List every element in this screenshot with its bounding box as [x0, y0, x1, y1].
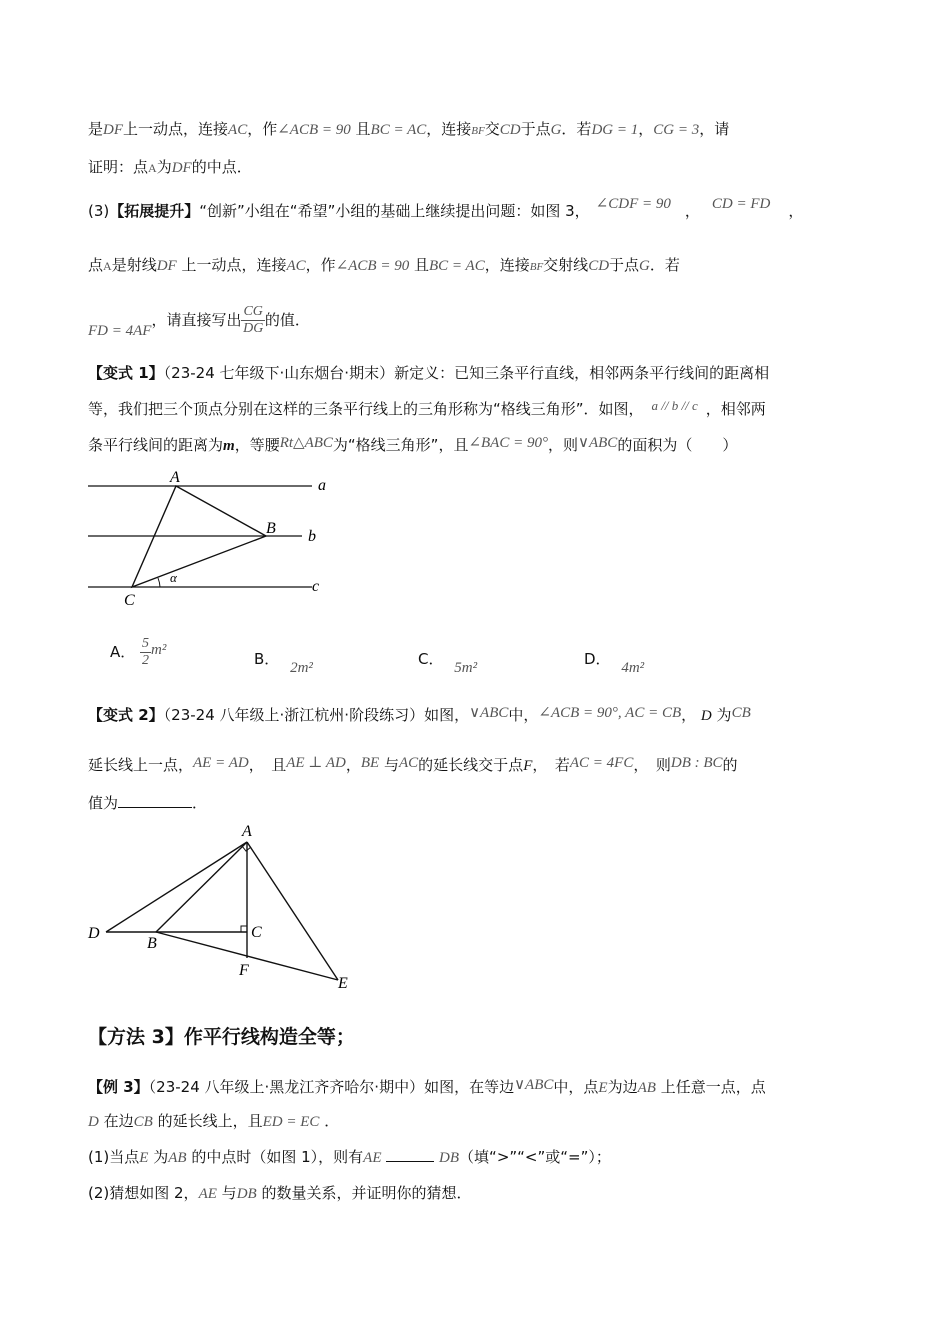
math: ∠CDF = 90	[595, 196, 671, 212]
text: 的延长线交于点	[418, 756, 524, 774]
option-letter: A．	[110, 643, 136, 661]
text: 上一动点，连接	[181, 256, 287, 274]
answer-blank[interactable]	[118, 793, 192, 808]
text: 等，我们把三个顶点分别在这样的三条平行线上的三角形称为“格线三角形”．如图，	[88, 400, 644, 418]
text: ，	[684, 202, 700, 220]
text: 是射线	[111, 256, 157, 274]
option-letter: B．	[254, 650, 280, 668]
math: Rt△ABC	[279, 435, 333, 451]
text: 上任意一点，点	[660, 1078, 766, 1096]
method3-heading: 【方法 3】作平行线构造全等；	[88, 1026, 355, 1048]
math: AE	[198, 1186, 217, 1202]
math: AC	[286, 258, 306, 274]
label-A: A	[242, 823, 252, 840]
text: 的中点．	[191, 158, 252, 176]
denominator: 2	[142, 653, 150, 668]
answer-blank[interactable]	[386, 1147, 434, 1162]
text: “创新”小组在“希望”小组的基础上继续提出问题：如图 3，	[199, 202, 590, 220]
math: DB : BC	[670, 755, 723, 771]
fraction-5-2	[140, 636, 151, 669]
text: 条平行线间的距离为	[88, 436, 224, 454]
fraction-cg-dg	[241, 304, 264, 337]
math: CB	[133, 1114, 153, 1130]
text: ．若	[561, 120, 592, 138]
math: ∨ABC	[469, 705, 509, 721]
label-B: B	[266, 520, 276, 537]
text: 证明：点	[88, 158, 149, 176]
math: BF	[471, 125, 485, 137]
math: CG = 3	[653, 122, 700, 138]
example-tag: 【例 3】	[88, 1078, 149, 1096]
math: DB	[439, 1150, 460, 1166]
label-B: B	[147, 935, 157, 952]
text: 为	[156, 158, 172, 176]
label-a: a	[318, 477, 326, 494]
label-C: C	[124, 592, 135, 609]
text: 中，	[508, 706, 539, 724]
math: BE	[360, 755, 380, 771]
text: 与	[221, 1184, 237, 1202]
v2-line1	[88, 704, 751, 727]
text: ．若	[649, 256, 680, 274]
right-angle-C	[241, 926, 247, 932]
text: ，等腰	[234, 436, 280, 454]
label-E: E	[338, 975, 348, 992]
text: (1)当点	[88, 1148, 140, 1166]
math: G	[550, 122, 562, 138]
text: ，	[638, 120, 654, 138]
p3-line1	[88, 196, 804, 223]
option-c[interactable]	[418, 648, 478, 676]
variant-tag: 【变式 1】	[88, 364, 164, 382]
text: 的值．	[264, 311, 310, 329]
text: ，	[788, 202, 804, 220]
text: ．	[192, 794, 208, 812]
math: ∨ABC	[514, 1077, 554, 1093]
text: ，	[681, 706, 697, 724]
math: DF	[103, 122, 124, 138]
ex3-line1	[88, 1076, 766, 1099]
text: 的	[722, 756, 738, 774]
text: ， 且	[248, 756, 287, 774]
text: ，相邻两	[705, 400, 766, 418]
text: 于点	[520, 120, 551, 138]
angle-alpha-arc	[158, 578, 160, 587]
text: ，作	[247, 120, 278, 138]
variant-tag: 【变式 2】	[88, 706, 164, 724]
text: 是	[88, 120, 104, 138]
text: 于点	[609, 256, 640, 274]
text: 且	[355, 120, 371, 138]
p3-line2	[88, 254, 680, 278]
option-value: m²	[151, 642, 167, 658]
math: AB	[637, 1080, 656, 1096]
math: AE	[363, 1150, 382, 1166]
v1-line2	[88, 398, 766, 421]
text: 的中点时（如图 1），则有	[191, 1148, 364, 1166]
math: CD = FD	[711, 196, 771, 212]
math: ED = EC	[262, 1114, 320, 1130]
text: 中，点	[553, 1078, 599, 1096]
text: 与	[383, 756, 399, 774]
v1-line3	[88, 434, 737, 457]
ex3-line4	[88, 1182, 471, 1205]
text: ，	[345, 756, 361, 774]
text: 在边	[103, 1112, 134, 1130]
text: (2)猜想如图 2，	[88, 1184, 199, 1202]
text: （填“>”“<”或“=”）；	[459, 1148, 611, 1166]
option-d[interactable]	[584, 648, 645, 676]
math: F	[523, 758, 533, 774]
ex3-line2	[88, 1110, 339, 1133]
text: 值为	[88, 794, 119, 812]
text: ， 则	[633, 756, 671, 774]
math: BC = AC	[370, 122, 427, 138]
math: D	[700, 708, 712, 724]
denominator: DG	[243, 321, 264, 336]
math: G	[639, 258, 650, 274]
math: ∠ACB = 90	[335, 258, 410, 274]
text: 延长线上一点，	[88, 756, 194, 774]
math: FD = 4AF	[88, 323, 152, 339]
option-value: 2m²	[290, 660, 313, 676]
math: AC = 4FC	[569, 755, 634, 771]
math: E	[139, 1150, 149, 1166]
math: DB	[236, 1186, 257, 1202]
p1-line2	[88, 156, 252, 179]
math: BC = AC	[429, 258, 485, 274]
text: 点	[88, 256, 104, 274]
option-letter: C．	[418, 650, 444, 668]
label-F: F	[239, 962, 249, 979]
p3-line3	[88, 300, 310, 341]
text: ，请	[699, 120, 730, 138]
math: ∨ABC	[578, 435, 618, 451]
text: 交	[484, 120, 500, 138]
math: A	[103, 259, 112, 273]
text: ，连接	[484, 256, 530, 274]
text: 为	[153, 1148, 169, 1166]
text: ，连接	[426, 120, 472, 138]
option-b[interactable]	[254, 648, 313, 676]
label-D: D	[88, 925, 100, 942]
text: 的数量关系，并证明你的猜想．	[261, 1184, 472, 1202]
math: BF	[529, 261, 544, 273]
text: ， 若	[532, 756, 570, 774]
segment-DA	[106, 842, 247, 932]
p1-line1	[88, 118, 729, 142]
math: ∠BAC = 90°	[468, 435, 548, 451]
numerator: 5	[142, 636, 150, 651]
text: （23-24 八年级上·黑龙江齐齐哈尔·期中）如图，在等边	[148, 1078, 515, 1096]
numerator: CG	[243, 304, 263, 319]
label-A: A	[170, 469, 180, 486]
text: 且	[414, 256, 430, 274]
text: ，请直接写出	[151, 311, 242, 329]
text: 为	[716, 706, 732, 724]
math: m	[223, 438, 235, 454]
math: AE = AD	[193, 755, 249, 771]
math: A	[148, 161, 157, 175]
text: 上一动点，连接	[123, 120, 229, 138]
segment-BA	[156, 842, 247, 932]
text: 【拓展提升】	[109, 202, 200, 220]
text: 的延长线上，且	[157, 1112, 263, 1130]
math: AC	[228, 122, 248, 138]
text: （23-24 七年级下·山东烟台·期末）新定义：已知三条平行直线，相邻两条平行线间的距离相	[163, 364, 770, 382]
text: 交射线	[543, 256, 589, 274]
math: CD	[499, 122, 521, 138]
math: a // b // c	[651, 398, 698, 413]
option-value: 4m²	[621, 660, 645, 676]
text: 为“格线三角形”，且	[332, 436, 469, 454]
math: CB	[731, 705, 751, 721]
math: D	[88, 1114, 99, 1130]
math: AC	[399, 755, 419, 771]
figure-grid-triangle	[80, 465, 340, 610]
label-c: c	[312, 578, 320, 595]
v1-line1	[88, 362, 769, 384]
label-b: b	[308, 528, 316, 545]
v2-line3	[88, 792, 207, 814]
text: （23-24 八年级上·浙江杭州·阶段练习）如图，	[163, 706, 470, 724]
math: CD	[588, 258, 610, 274]
ex3-line3	[88, 1146, 611, 1169]
label-alpha: α	[170, 570, 177, 585]
v2-line2	[88, 754, 738, 777]
math: ∠ACB = 90°, AC = CB	[538, 705, 682, 721]
text: ，作	[305, 256, 336, 274]
option-letter: D．	[584, 650, 611, 668]
text: ，则	[547, 436, 578, 454]
text: 为边	[607, 1078, 638, 1096]
math: ∠ACB = 90	[277, 122, 351, 138]
option-value: 5m²	[454, 660, 478, 676]
math: DF	[156, 258, 177, 274]
label-C: C	[251, 924, 262, 941]
math: DF	[171, 160, 192, 176]
option-a[interactable]	[110, 636, 166, 669]
math: E	[598, 1080, 608, 1096]
text: (3)	[88, 202, 110, 220]
figure-triangle-adef	[80, 820, 370, 1000]
math: DG = 1	[591, 122, 639, 138]
text: ．	[324, 1112, 340, 1130]
math: AB	[168, 1150, 187, 1166]
math: AE ⊥ AD	[286, 755, 346, 771]
text: 的面积为（ ）	[617, 436, 738, 454]
